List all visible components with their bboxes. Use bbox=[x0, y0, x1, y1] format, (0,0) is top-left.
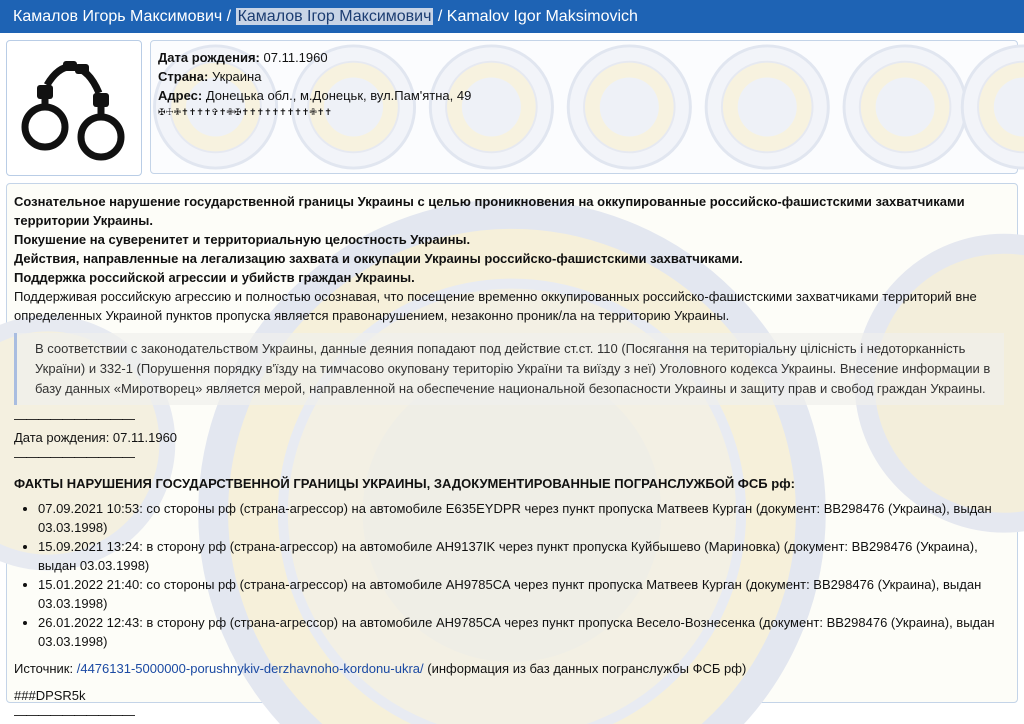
charge-3: Действия, направленные на легализацию захвата и оккупации Украины российско-фашистскими захватчиками. bbox=[14, 251, 743, 266]
country-label: Страна: bbox=[158, 69, 209, 84]
fact-item: • 07.09.2021 10:53: со стороны рф (страна-агрессор) на автомобиле Е635ЕYDPR через пункт пропуска Матвеев Курган (документ: ВВ298476 (Украина), выдан 03.03.1998) bbox=[38, 499, 1004, 537]
source-suffix: (информация из баз данных погранслужбы ФСБ рф) bbox=[423, 661, 747, 676]
name-en: Kamalov Igor Maksimovich bbox=[446, 8, 638, 25]
page-header bbox=[0, 0, 1024, 33]
country-row bbox=[158, 67, 471, 86]
handcuffs-icon bbox=[19, 55, 129, 161]
facts-title: ФАКТЫ НАРУШЕНИЯ ГОСУДАРСТВЕННОЙ ГРАНИЦЫ УКРАИНЫ, ЗАДОКУМЕНТИРОВАННЫЕ ПОГРАНСЛУЖБОЙ ФСБ рф: bbox=[14, 476, 795, 491]
charge-2: Покушение на суверенитет и территориальную целостность Украины. bbox=[14, 232, 471, 247]
birth-date-row bbox=[158, 48, 471, 67]
separator-line-3: —————————— bbox=[14, 707, 134, 722]
charge-1: Сознательное нарушение государственной границы Украины с целью проникновения на оккупированные российско-фашистскими захватчиками территории Украины. bbox=[14, 194, 965, 228]
name-ru: Камалов Игорь Максимович bbox=[13, 8, 223, 25]
charge-4: Поддержка российской агрессии и убийств граждан Украины. bbox=[14, 270, 415, 285]
separator-line-1: —————————— bbox=[14, 411, 134, 426]
source-line bbox=[14, 659, 1004, 678]
fact-item: • 15.01.2022 21:40: со стороны рф (страна-агрессор) на автомобиле АН9785СА через пункт пропуска Матвеев Курган (документ: ВВ298476 (Украина), выдан 03.03.1998) bbox=[38, 575, 1004, 613]
tag-line: ###DPSR5k bbox=[14, 688, 86, 703]
birth-date-line: Дата рождения: 07.11.1960 bbox=[14, 430, 178, 445]
photo-placeholder bbox=[6, 40, 142, 176]
address-row bbox=[158, 86, 471, 105]
country-value: Украина bbox=[211, 69, 262, 84]
statement-paragraph: Поддерживая российскую агрессию и полностью осознавая, что посещение временно оккупированных российско-фашистскими захватчиками территорий вне определенных Украиной пунктов пропуска является правонарушением, незаконно проник/ла на территорию Украины. bbox=[14, 289, 977, 323]
separator-line-2: —————————— bbox=[14, 449, 134, 464]
source-label: Источник: bbox=[14, 661, 74, 676]
birth-date-value: 07.11.1960 bbox=[263, 50, 328, 65]
main-content-panel bbox=[6, 183, 1018, 722]
cross-marks-icon: ✠☩✙✝✝✝✝✞✝✙✠✝✝✝✝✝✝✝✝✝✙✝✝ bbox=[158, 107, 332, 117]
name-separator-2: / bbox=[433, 8, 447, 25]
name-separator-1: / bbox=[222, 8, 236, 25]
source-link[interactable]: /4476131-5000000-porushnykiv-derzhavnoho-kordonu-ukra/ bbox=[76, 661, 424, 676]
fact-item: • 15.09.2021 13:24: в сторону рф (страна-агрессор) на автомобиле АН9137IK через пункт пропуска Куйбышево (Мариновка) (документ: ВВ298476 (Украина), выдан 03.03.1998) bbox=[38, 537, 1004, 575]
address-value: Донецька обл., м.Донецьк, вул.Пам'ятна, 49 bbox=[205, 88, 472, 103]
legal-quote: В соответствии с законодательством Украины, данные деяния попадают под действие ст.ст. 110 (Посягання на територіальну цілісність і недоторканність України) и 332-1 (Порушення порядку в'їзду на тимчасово окуповану територію України та виїзду з неї) Уголовного кодекса Украины. Внесение информации в базу данных «Миротворец» является мерой, направленной на обеспечение национальной безопасности Украины и защиту прав и свобод граждан Украины. bbox=[14, 333, 1004, 405]
name-ua-selected[interactable]: Камалов Ігор Максимович bbox=[237, 8, 432, 25]
fact-item: • 26.01.2022 12:43: в сторону рф (страна-агрессор) на автомобиле АН9785СА через пункт пропуска Весело-Вознесенка (документ: ВВ298476 (Украина), выдан 03.03.1998) bbox=[38, 613, 1004, 651]
birth-date-label: Дата рождения: bbox=[158, 50, 260, 65]
facts-list bbox=[38, 499, 1004, 651]
address-label: Адрес: bbox=[158, 88, 203, 103]
profile-card bbox=[150, 40, 1018, 174]
